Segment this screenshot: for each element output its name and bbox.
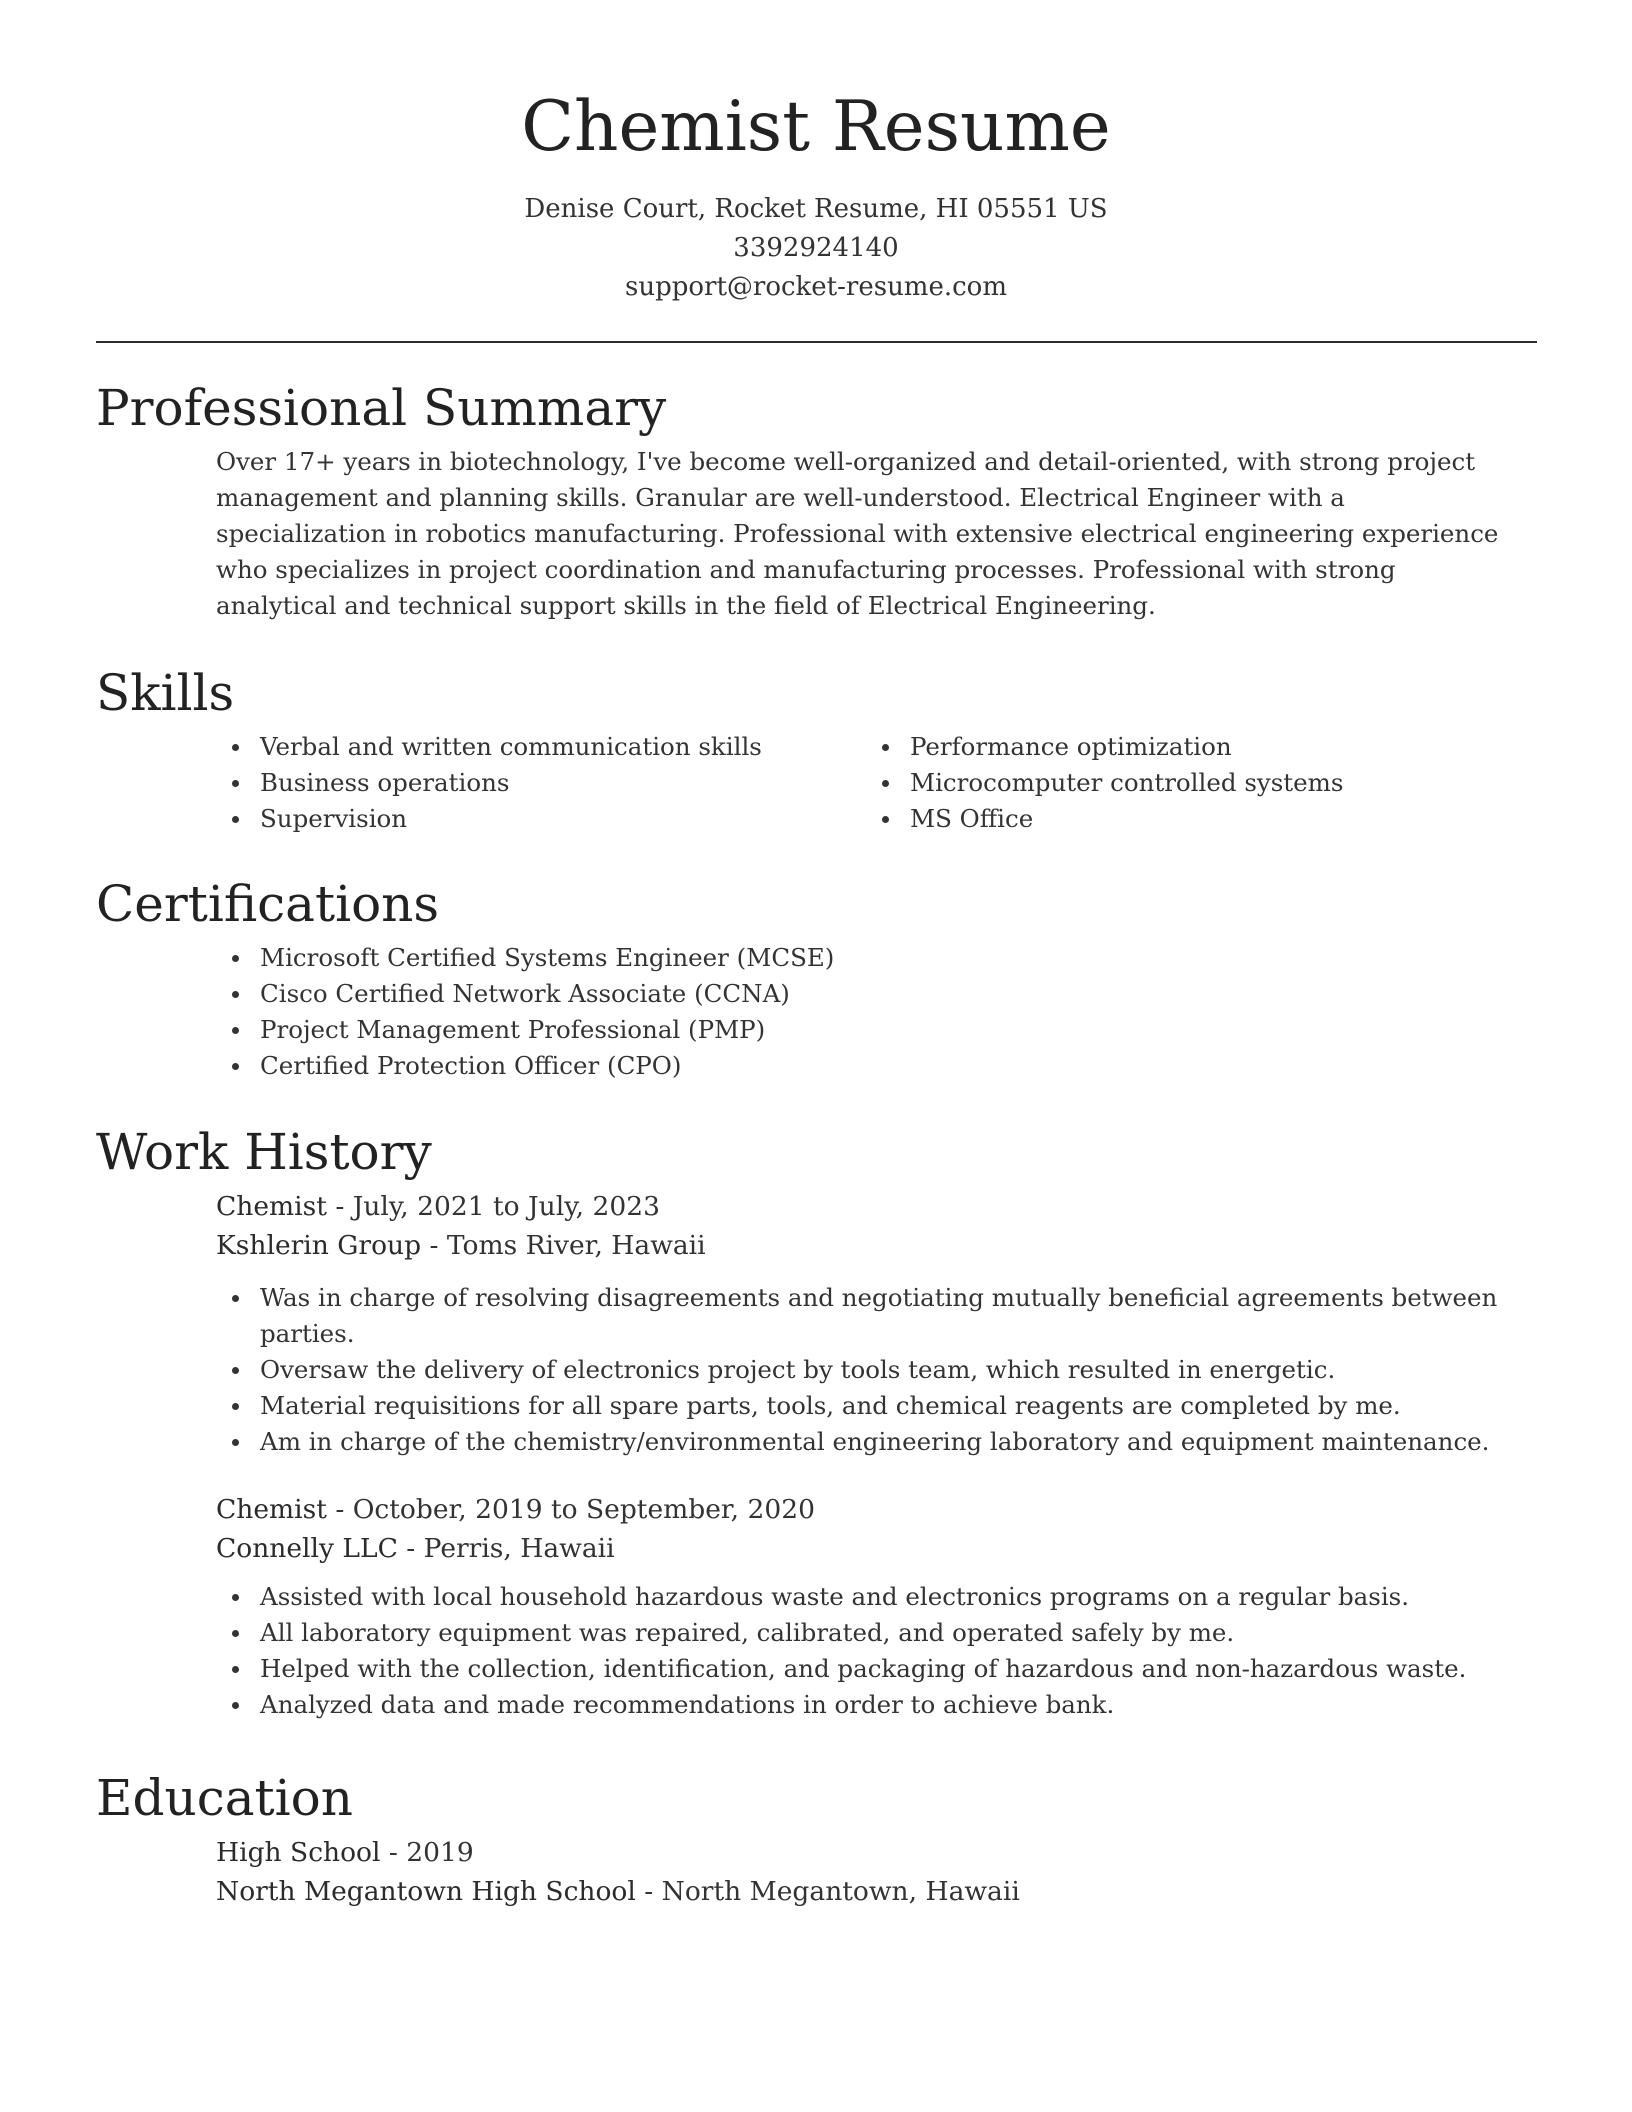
job-title-line	[216, 1491, 1537, 1529]
job-bullet: Was in charge of resolving disagreements and negotiating mutually beneficial agreements between parties.	[216, 1280, 1521, 1352]
skill-item: Microcomputer controlled systems	[866, 765, 1516, 801]
job-company-line	[216, 1226, 1537, 1266]
job-bullet: Material requisitions for all spare parts, tools, and chemical reagents are completed by me.	[216, 1388, 1521, 1424]
certification-item: Cisco Certified Network Associate (CCNA)	[216, 976, 1521, 1012]
skills-grid	[216, 729, 1521, 837]
education-year: - 2019	[380, 1837, 474, 1868]
page-title: Chemist Resume	[521, 87, 1111, 167]
job-bullet: Am in charge of the chemistry/environmental engineering laboratory and equipment maintenance.	[216, 1424, 1521, 1460]
education-school-line	[216, 1872, 1537, 1912]
job-bullet: Assisted with local household hazardous waste and electronics programs on a regular basis.	[216, 1579, 1521, 1615]
job-company-line	[216, 1529, 1537, 1569]
job-title-line	[216, 1188, 1537, 1226]
education-entry	[96, 1834, 1537, 1912]
skill-item: Verbal and written communication skills	[216, 729, 866, 765]
job-dates: - October, 2019 to September, 2020	[326, 1494, 815, 1525]
education-location: - North Megantown, Hawaii	[635, 1876, 1020, 1907]
skill-item: Performance optimization	[866, 729, 1516, 765]
job-entry	[96, 1491, 1537, 1723]
job-bullet: Analyzed data and made recommendations in order to achieve bank.	[216, 1687, 1521, 1723]
education-section	[96, 1768, 1537, 1912]
skills-list-right	[866, 729, 1516, 837]
skills-list-left	[216, 729, 866, 837]
contact-email: support@rocket-resume.com	[624, 272, 1007, 302]
skill-item: MS Office	[866, 801, 1516, 837]
skills-heading: Skills	[96, 664, 235, 722]
job-bullet: Oversaw the delivery of electronics project by tools team, which resulted in energetic.	[216, 1352, 1521, 1388]
job-bullet: Helped with the collection, identification, and packaging of hazardous and non-hazardous waste.	[216, 1651, 1521, 1687]
certifications-section	[96, 874, 1537, 1084]
education-school: North Megantown High School	[216, 1876, 636, 1907]
certification-item: Microsoft Certified Systems Engineer (MCSE)	[216, 940, 1521, 976]
summary-section	[96, 378, 1537, 624]
skill-item: Supervision	[216, 801, 866, 837]
summary-text: Over 17+ years in biotechnology, I've become well-organized and detail-oriented, with strong project management and planning skills. Granular are well-understood. Electrical Engineer with a specialization in robotics manufacturing. Professional with extensive electrical engineering experience who specializes in project coordination and manufacturing processes. Professional with strong analytical and technical support skills in the field of Electrical Engineering.	[216, 447, 1499, 620]
certification-item: Project Management Professional (PMP)	[216, 1012, 1521, 1048]
job-company: Kshlerin Group	[216, 1230, 422, 1261]
certification-item: Certified Protection Officer (CPO)	[216, 1048, 1521, 1084]
skill-item: Business operations	[216, 765, 866, 801]
header-divider	[96, 341, 1537, 343]
education-degree: High School	[216, 1837, 381, 1868]
certifications-list	[216, 940, 1521, 1084]
education-heading: Education	[96, 1769, 353, 1827]
job-location: - Toms River, Hawaii	[421, 1230, 706, 1261]
work-history-heading: Work History	[96, 1123, 432, 1181]
contact-info	[0, 190, 1632, 307]
summary-heading: Professional Summary	[96, 379, 667, 437]
job-role: Chemist	[216, 1494, 327, 1525]
job-dates: - July, 2021 to July, 2023	[326, 1191, 660, 1222]
job-location: - Perris, Hawaii	[397, 1533, 615, 1564]
work-history-section	[96, 1122, 1537, 1723]
job-entry	[96, 1188, 1537, 1460]
contact-address: Denise Court, Rocket Resume, HI 05551 US	[524, 194, 1108, 224]
contact-phone: 3392924140	[733, 233, 899, 263]
skills-section	[96, 663, 1537, 837]
certifications-heading: Certifications	[96, 875, 440, 933]
resume-header	[0, 82, 1632, 307]
education-degree-line	[216, 1834, 1537, 1872]
job-bullet: All laboratory equipment was repaired, calibrated, and operated safely by me.	[216, 1615, 1521, 1651]
job-bullets	[216, 1579, 1521, 1723]
job-bullets	[216, 1280, 1521, 1460]
job-company: Connelly LLC	[216, 1533, 398, 1564]
job-role: Chemist	[216, 1191, 327, 1222]
